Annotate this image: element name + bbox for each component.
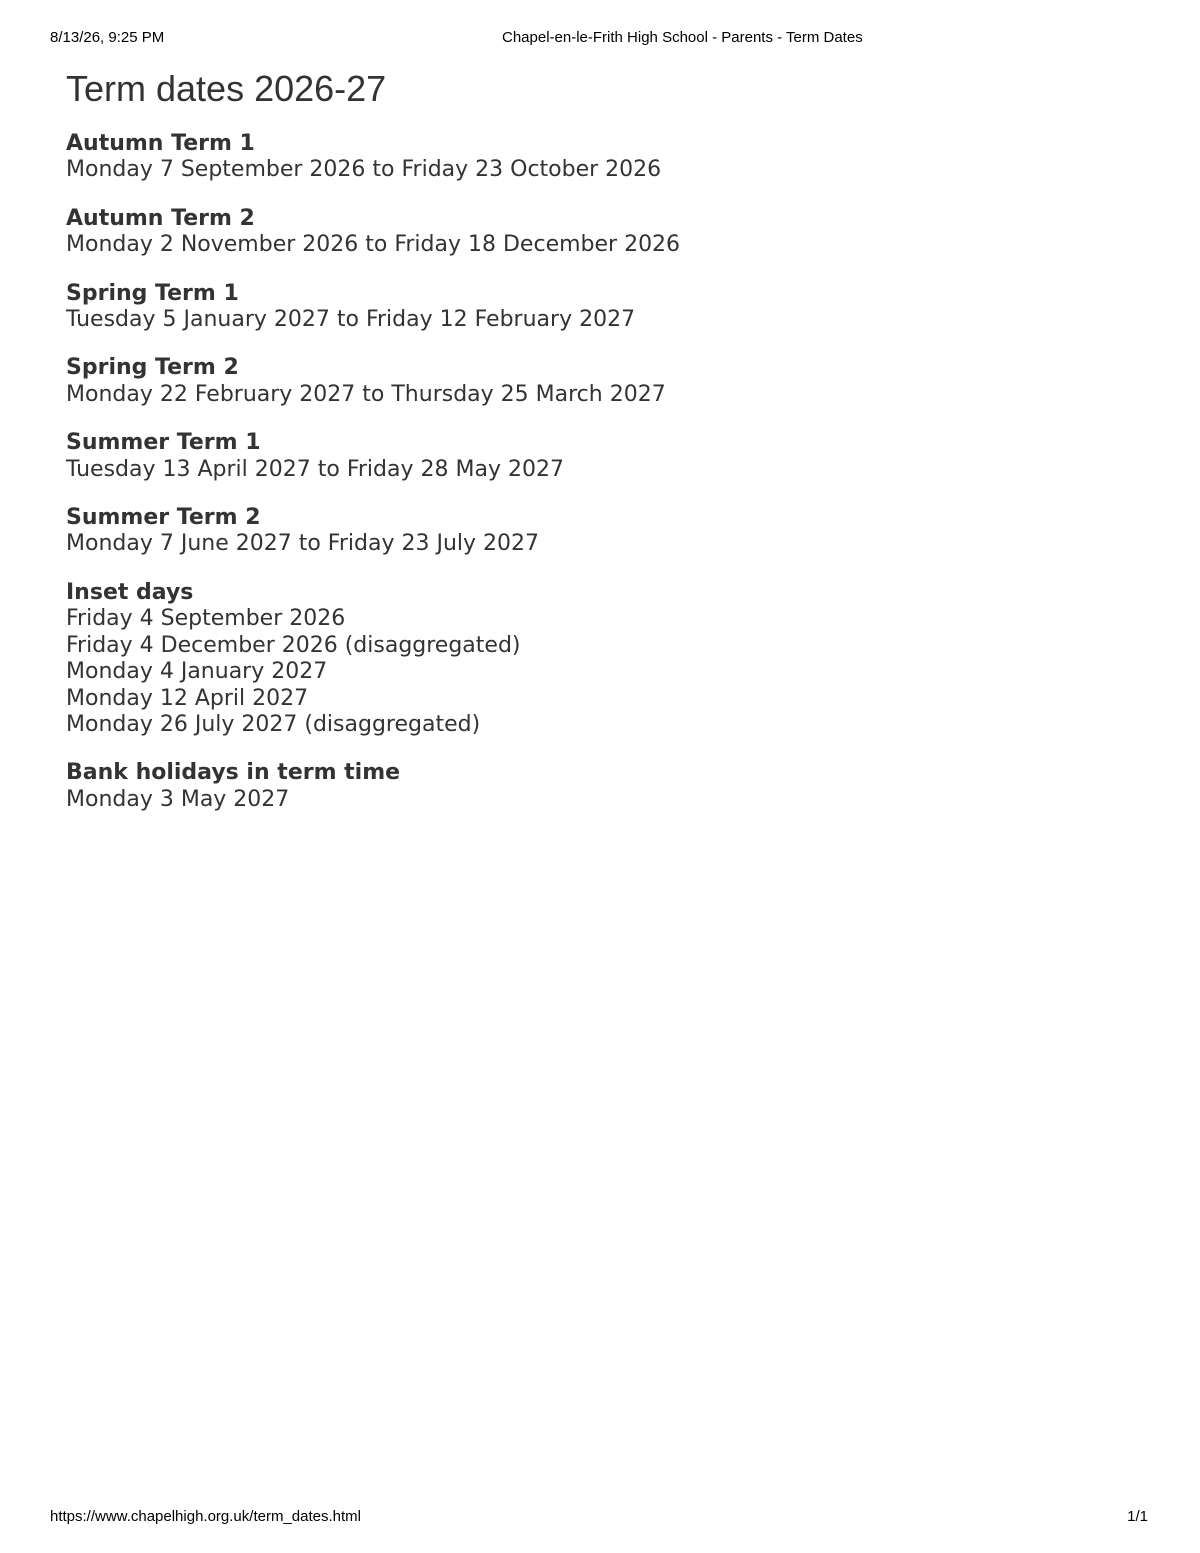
print-footer — [0, 1508, 1200, 1528]
term-heading: Summer Term 1 — [66, 430, 261, 456]
term-section-autumn-1 — [66, 131, 1146, 184]
term-section-inset-days — [66, 580, 1146, 738]
page-title: Term dates 2026-27 — [66, 68, 387, 109]
inset-day: Monday 4 January 2027 — [66, 659, 328, 685]
inset-day: Friday 4 December 2026 (disaggregated) — [66, 632, 521, 658]
inset-day: Monday 26 July 2027 (disaggregated) — [66, 711, 481, 737]
inset-day: Friday 4 September 2026 — [66, 606, 346, 632]
bank-holiday: Monday 3 May 2027 — [66, 786, 290, 812]
term-heading: Bank holidays in term time — [66, 760, 401, 786]
term-section-autumn-2 — [66, 206, 1146, 259]
print-header — [0, 29, 1200, 49]
print-page-title: Chapel-en-le-Frith High School - Parents - Term Dates — [502, 29, 863, 46]
term-dates: Monday 7 June 2027 to Friday 23 July 2027 — [66, 531, 539, 557]
term-heading: Spring Term 2 — [66, 355, 239, 381]
term-section-bank-holidays — [66, 760, 1146, 813]
term-heading: Spring Term 1 — [66, 280, 239, 306]
term-heading: Autumn Term 2 — [66, 205, 255, 231]
inset-day: Monday 12 April 2027 — [66, 685, 309, 711]
document-content — [66, 68, 1146, 835]
term-section-summer-1 — [66, 430, 1146, 483]
term-section-spring-2 — [66, 355, 1146, 408]
term-section-spring-1 — [66, 281, 1146, 334]
term-dates: Tuesday 13 April 2027 to Friday 28 May 2027 — [66, 456, 564, 482]
term-dates: Tuesday 5 January 2027 to Friday 12 February 2027 — [66, 307, 636, 333]
print-datetime: 8/13/26, 9:25 PM — [50, 29, 165, 46]
term-dates: Monday 2 November 2026 to Friday 18 December 2026 — [66, 232, 681, 258]
term-section-summer-2 — [66, 505, 1146, 558]
print-url: https://www.chapelhigh.org.uk/term_dates.html — [50, 1508, 361, 1525]
term-dates: Monday 22 February 2027 to Thursday 25 March 2027 — [66, 381, 666, 407]
term-heading: Summer Term 2 — [66, 505, 261, 531]
term-dates: Monday 7 September 2026 to Friday 23 October 2026 — [66, 157, 662, 183]
term-heading: Autumn Term 1 — [66, 131, 255, 156]
term-heading: Inset days — [66, 579, 194, 605]
print-page-number: 1/1 — [1127, 1508, 1148, 1525]
